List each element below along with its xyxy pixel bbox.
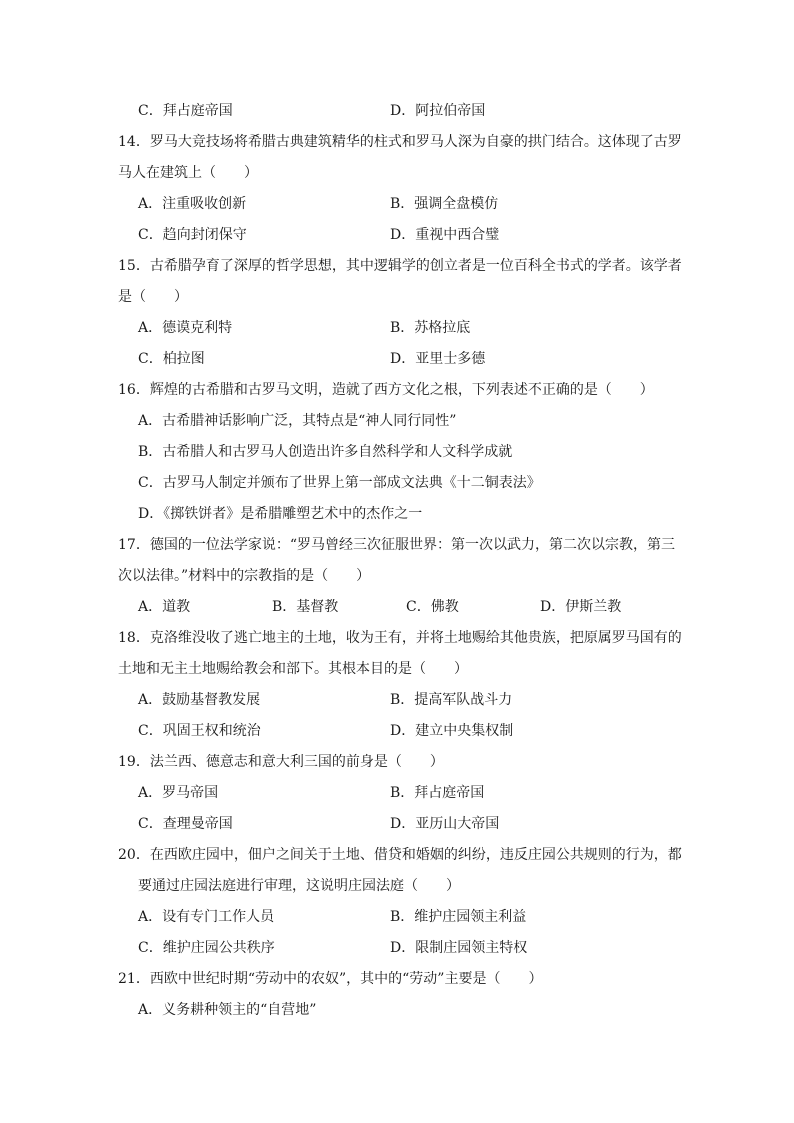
q13-options-cd xyxy=(118,96,678,127)
q20-options-cd xyxy=(118,933,678,964)
q14-option-b: B．强调全盘模仿 xyxy=(390,196,499,212)
q14-option-d: D．重视中西合璧 xyxy=(390,227,500,243)
q17-options xyxy=(118,592,678,623)
q17-stem-line1: 17．德国的一位法学家说：“罗马曾经三次征服世界：第一次以武力，第二次以宗教，第三 xyxy=(118,537,675,553)
q14-option-c: C．趋向封闭保守 xyxy=(138,227,247,243)
q18-option-b: B．提高军队战斗力 xyxy=(390,692,513,708)
q20-stem-line1: 20．在西欧庄园中，佃户之间关于土地、借贷和婚姻的纠纷，违反庄园公共规则的行为，都 xyxy=(118,847,682,863)
q14-options-ab xyxy=(118,189,678,220)
q16-option-b: B．古希腊人和古罗马人创造出许多自然科学和人文科学成就 xyxy=(138,444,513,460)
q16-option-a: A．古希腊神话影响广泛，其特点是“神人同行同性” xyxy=(138,413,457,429)
q20-options-ab xyxy=(118,902,678,933)
q17-option-b: B．基督教 xyxy=(272,599,339,615)
q20-option-b: B．维护庄园领主利益 xyxy=(390,909,527,925)
q17-option-a: A．道教 xyxy=(138,599,191,615)
q17-option-c: C．佛教 xyxy=(406,599,459,615)
q18-stem-line2: 土地和无主土地赐给教会和部下。其根本目的是（ ） xyxy=(118,661,468,677)
q18-options-ab xyxy=(118,685,678,716)
q14-stem-line1: 14．罗马大竞技场将希腊古典建筑精华的柱式和罗马人深为自豪的拱门结合。这体现了古罗 xyxy=(118,134,682,150)
q20-stem-line2: 要通过庄园法庭进行审理，这说明庄园法庭（ ） xyxy=(138,878,460,894)
q13-option-c: C．拜占庭帝国 xyxy=(138,103,233,119)
q18-options-cd xyxy=(118,716,678,747)
q18-stem-line1: 18．克洛维没收了逃亡地主的土地，收为王有，并将土地赐给其他贵族，把原属罗马国有的 xyxy=(118,630,682,646)
q19-option-b: B．拜占庭帝国 xyxy=(390,785,485,801)
q16-option-d: D．《掷铁饼者》是希腊雕塑艺术中的杰作之一 xyxy=(138,506,423,522)
q21-option-a: A．义务耕种领主的“自营地” xyxy=(138,1002,317,1018)
q18-option-a: A．鼓励基督教发展 xyxy=(138,692,261,708)
q15-option-c: C．柏拉图 xyxy=(138,351,205,367)
q14-stem-line2: 马人在建筑上（ ） xyxy=(118,165,258,181)
q19-stem: 19．法兰西、德意志和意大利三国的前身是（ ） xyxy=(118,754,444,770)
q15-stem-line1: 15．古希腊孕育了深厚的哲学思想，其中逻辑学的创立者是一位百科全书式的学者。该学者 xyxy=(118,258,682,274)
q13-option-d: D．阿拉伯帝国 xyxy=(390,103,486,119)
q21-stem: 21．西欧中世纪时期“劳动中的农奴”，其中的“劳动”主要是（ ） xyxy=(118,971,543,987)
exam-page xyxy=(118,96,682,1026)
q14-option-a: A．注重吸收创新 xyxy=(138,196,247,212)
q19-option-c: C．查理曼帝国 xyxy=(138,816,233,832)
q16-stem: 16．辉煌的古希腊和古罗马文明，造就了西方文化之根，下列表述不正确的是（ ） xyxy=(118,382,654,398)
q17-option-d: D．伊斯兰教 xyxy=(540,599,622,615)
q14-options-cd xyxy=(118,220,678,251)
q19-option-d: D．亚历山大帝国 xyxy=(390,816,500,832)
q19-option-a: A．罗马帝国 xyxy=(138,785,219,801)
q19-options-cd xyxy=(118,809,678,840)
q20-option-d: D．限制庄园领主特权 xyxy=(390,940,528,956)
q18-option-c: C．巩固王权和统治 xyxy=(138,723,261,739)
q17-stem-line2: 次以法律。”材料中的宗教指的是（ ） xyxy=(118,568,371,584)
q15-options-cd xyxy=(118,344,678,375)
q18-option-d: D．建立中央集权制 xyxy=(390,723,514,739)
q15-options-ab xyxy=(118,313,678,344)
q15-option-b: B．苏格拉底 xyxy=(390,320,471,336)
q20-option-a: A．设有专门工作人员 xyxy=(138,909,275,925)
q15-option-a: A．德谟克利特 xyxy=(138,320,233,336)
q20-option-c: C．维护庄园公共秩序 xyxy=(138,940,275,956)
q16-option-c: C．古罗马人制定并颁布了世界上第一部成文法典《十二铜表法》 xyxy=(138,475,541,491)
q15-option-d: D．亚里士多德 xyxy=(390,351,486,367)
q19-options-ab xyxy=(118,778,678,809)
q15-stem-line2: 是（ ） xyxy=(118,289,188,305)
